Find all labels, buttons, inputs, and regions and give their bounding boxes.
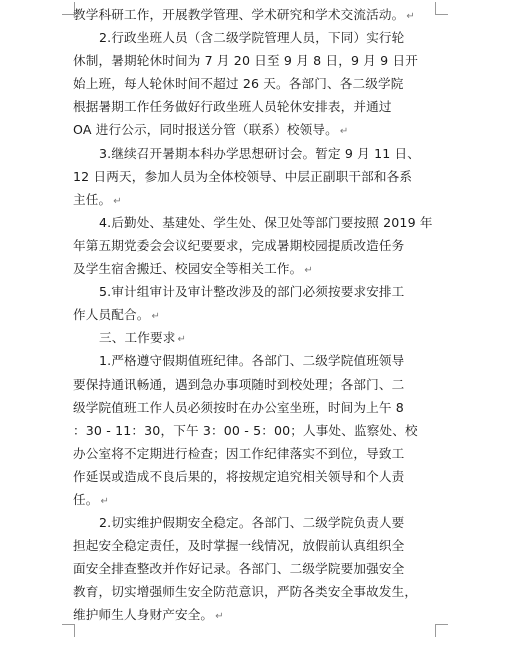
paragraph-mark-icon: ↵ xyxy=(215,611,224,623)
text-line xyxy=(73,72,443,95)
line-text: 3.继续召开暑期本科办学思想研讨会。暂定 9 月 11 日、 xyxy=(99,145,421,161)
line-text: 要保持通讯畅通，遇到急办事项随时到校处理；各部门、二 xyxy=(73,376,405,392)
paragraph xyxy=(73,511,443,626)
line-text: OA 进行公示，同时报送分管（联系）校领导。 xyxy=(73,122,338,138)
text-line xyxy=(73,211,443,234)
text-line xyxy=(73,580,443,603)
text-line xyxy=(73,188,443,211)
document-body[interactable] xyxy=(73,3,443,627)
paragraph xyxy=(73,26,443,141)
text-line xyxy=(73,118,443,141)
paragraph-mark-icon: ↵ xyxy=(151,311,160,323)
paragraph-mark-icon: ↵ xyxy=(339,126,349,138)
paragraph-mark-icon: ↵ xyxy=(113,195,122,207)
line-text: 级学院值班工作人员必须按时在办公室坐班，时间为上午 8 xyxy=(73,399,404,415)
text-line xyxy=(73,26,443,49)
text-line xyxy=(73,165,443,188)
line-text: 担起安全稳定责任，及时掌握一线情况，放假前认真组织全 xyxy=(73,538,405,554)
line-text: 2.切实维护假期安全稳定。各部门、二级学院负责人要 xyxy=(99,515,405,531)
text-line xyxy=(73,49,443,72)
line-text: 作人员配合。 xyxy=(73,307,150,323)
line-text: 教学科研工作，开展教学管理、学术研究和学术交流活动。 xyxy=(73,7,405,22)
text-line xyxy=(73,419,443,442)
line-text: 5.审计组审计及审计整改涉及的部门必须按要求安排工 xyxy=(99,284,405,300)
line-text: 1.严格遵守假期值班纪律。各部门、二级学院值班领导 xyxy=(99,353,405,369)
paragraph-mark-icon: ↵ xyxy=(304,265,313,277)
text-line xyxy=(73,465,443,488)
line-text: 2.行政坐班人员（含二级学院管理人员，下同）实行轮 xyxy=(99,30,405,46)
paragraph xyxy=(73,326,443,349)
text-line xyxy=(73,280,443,303)
line-text: 根据暑期工作任务做好行政坐班人员轮休安排表，并通过 xyxy=(73,99,392,115)
paragraph xyxy=(73,3,443,26)
text-line xyxy=(73,557,443,580)
line-text: 主任。 xyxy=(73,191,112,207)
text-line xyxy=(73,326,443,349)
text-line xyxy=(73,534,443,557)
line-text: 4.后勤处、基建处、学生处、保卫处等部门要按照 2019 年 xyxy=(99,214,433,230)
line-text: 作延误或造成不良后果的，将按规定追究相关领导和个人责 xyxy=(73,468,405,484)
text-line xyxy=(73,303,443,326)
text-line xyxy=(73,3,443,26)
paragraph-mark-icon: ↵ xyxy=(177,334,186,346)
line-text: 办公室将不定期进行检查；因工作纪律落实不到位，导致工 xyxy=(73,445,405,461)
line-text: 教育，切实增强师生安全防范意识，严防各类安全事故发生， xyxy=(73,584,418,600)
text-line xyxy=(73,603,443,626)
text-line xyxy=(73,396,443,419)
text-line xyxy=(73,257,443,280)
line-text: 及学生宿舍搬迁、校园安全等相关工作。 xyxy=(73,261,303,277)
paragraph xyxy=(73,280,443,326)
line-text: 任。 xyxy=(73,491,99,507)
line-text: 12 日两天，参加人员为全体校领导、中层正副职干部和各系 xyxy=(73,168,413,184)
text-line xyxy=(73,142,443,165)
paragraph xyxy=(73,142,443,211)
paragraph xyxy=(73,349,443,511)
text-line xyxy=(73,234,443,257)
line-text: 三、工作要求 xyxy=(99,330,176,346)
paragraph-mark-icon: ↵ xyxy=(100,495,110,507)
paragraph-mark-icon: ↵ xyxy=(406,11,415,22)
line-text: 维护师生人身财产安全。 xyxy=(73,607,214,623)
text-line xyxy=(73,373,443,396)
line-text: 年第五期党委会会议纪要要求，完成暑期校园提质改造任务 xyxy=(73,237,405,253)
text-line xyxy=(73,511,443,534)
text-line xyxy=(73,488,443,511)
line-text: 面安全排查整改并作好记录。各部门、二级学院要加强安全 xyxy=(73,561,405,577)
text-line xyxy=(73,442,443,465)
text-line xyxy=(73,349,443,372)
paragraph xyxy=(73,211,443,280)
line-text: ：30 - 11：30，下午 3：00 - 5：00；人事处、监察处、校 xyxy=(73,422,418,438)
text-line xyxy=(73,95,443,118)
line-text: 始上班，每人轮休时间不超过 26 天。各部门、各二级学院 xyxy=(73,76,404,92)
line-text: 休制，暑期轮休时间为 7 月 20 日至 9 月 8 日，9 月 9 日开 xyxy=(73,53,418,69)
